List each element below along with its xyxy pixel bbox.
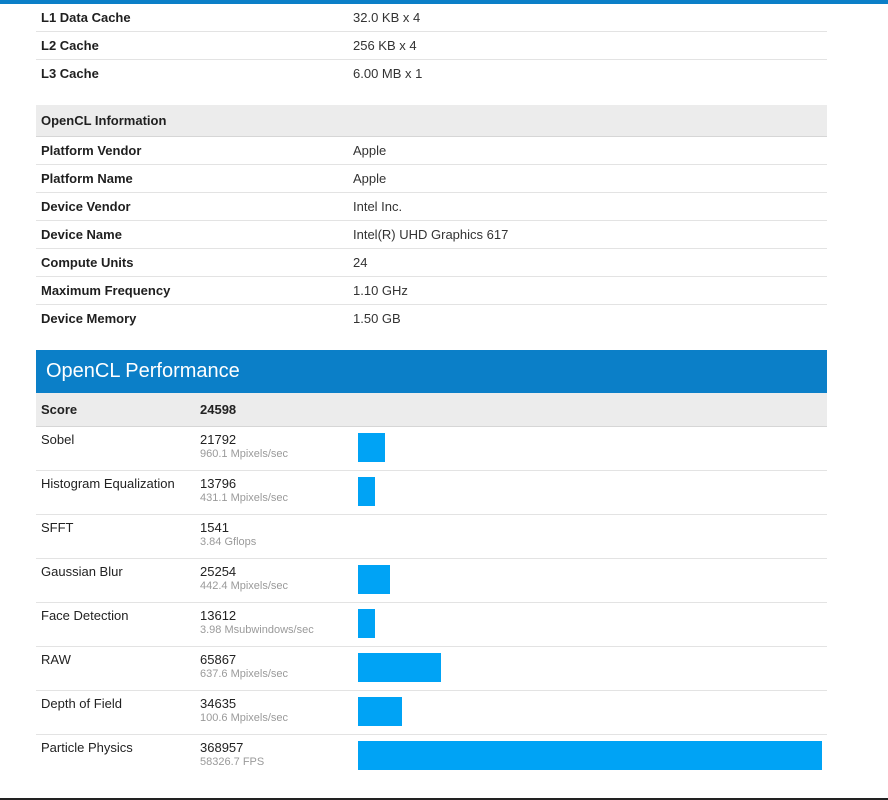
table-row: [36, 60, 827, 87]
benchmark-row: [36, 691, 827, 735]
benchmark-bar: [358, 609, 375, 638]
table-row: [36, 4, 827, 32]
benchmark-bar: [358, 653, 441, 682]
row-value: 6.00 MB x 1: [353, 66, 423, 81]
cache-table: [36, 4, 827, 87]
row-label: L3 Cache: [41, 66, 99, 81]
benchmark-throughput: 442.4 Mpixels/sec: [200, 580, 289, 592]
row-value: 1.50 GB: [353, 311, 401, 326]
score-value: 24598: [200, 402, 237, 417]
benchmark-throughput: 100.6 Mpixels/sec: [200, 712, 289, 724]
table-row: [36, 193, 827, 221]
benchmark-name: Gaussian Blur: [41, 564, 123, 579]
score-label: Score: [41, 402, 78, 417]
benchmark-row: [36, 471, 827, 515]
benchmark-name: Sobel: [41, 432, 75, 447]
benchmark-throughput: 3.84 Gflops: [200, 536, 257, 548]
row-value: Intel(R) UHD Graphics 617: [353, 227, 509, 242]
benchmark-list: [36, 427, 827, 775]
benchmark-throughput: 960.1 Mpixels/sec: [200, 448, 289, 460]
section-title: OpenCL Information: [36, 105, 827, 137]
row-label: Platform Name: [41, 171, 133, 186]
row-value: 32.0 KB x 4: [353, 10, 421, 25]
benchmark-throughput: 431.1 Mpixels/sec: [200, 492, 289, 504]
benchmark-throughput: 58326.7 FPS: [200, 756, 265, 768]
benchmark-score: 25254: [200, 564, 237, 579]
benchmark-row: [36, 427, 827, 471]
row-label: L2 Cache: [41, 38, 99, 53]
benchmark-throughput: 637.6 Mpixels/sec: [200, 668, 289, 680]
row-value: 256 KB x 4: [353, 38, 417, 53]
table-row: [36, 165, 827, 193]
benchmark-name: Histogram Equalization: [41, 476, 175, 491]
benchmark-bar: [358, 565, 390, 594]
benchmark-score: 21792: [200, 432, 237, 447]
benchmark-name: SFFT: [41, 520, 74, 535]
row-label: Device Name: [41, 227, 122, 242]
benchmark-row: [36, 559, 827, 603]
benchmark-row: [36, 603, 827, 647]
score-row: [36, 393, 827, 427]
row-value: 24: [353, 255, 368, 270]
benchmark-row: [36, 647, 827, 691]
row-label: Device Memory: [41, 311, 137, 326]
benchmark-details: [36, 4, 827, 775]
row-value: Apple: [353, 143, 387, 158]
benchmark-row: [36, 515, 827, 559]
table-row: [36, 137, 827, 165]
benchmark-score: 65867: [200, 652, 237, 667]
benchmark-score: 13796: [200, 476, 237, 491]
benchmark-score: 368957: [200, 740, 244, 755]
benchmark-bar: [358, 741, 822, 770]
table-row: [36, 249, 827, 277]
benchmark-name: Particle Physics: [41, 740, 133, 755]
table-row: [36, 221, 827, 249]
row-label: Compute Units: [41, 255, 134, 270]
performance-title: OpenCL Performance: [36, 350, 827, 393]
row-label: Device Vendor: [41, 199, 131, 214]
row-value: 1.10 GHz: [353, 283, 408, 298]
row-value: Apple: [353, 171, 387, 186]
row-label: Maximum Frequency: [41, 283, 171, 298]
opencl-performance-table: [36, 350, 827, 775]
benchmark-bar: [358, 477, 375, 506]
row-value: Intel Inc.: [353, 199, 403, 214]
benchmark-name: RAW: [41, 652, 71, 667]
benchmark-name: Face Detection: [41, 608, 129, 623]
row-label: L1 Data Cache: [41, 10, 131, 25]
benchmark-row: [36, 735, 827, 775]
table-row: [36, 32, 827, 60]
benchmark-name: Depth of Field: [41, 696, 122, 711]
benchmark-throughput: 3.98 Msubwindows/sec: [200, 624, 314, 636]
benchmark-bar: [358, 697, 402, 726]
benchmark-score: 13612: [200, 608, 237, 623]
benchmark-score: 1541: [200, 520, 229, 535]
table-row: [36, 305, 827, 332]
opencl-info-table: [36, 105, 827, 332]
benchmark-bar: [358, 433, 385, 462]
row-label: Platform Vendor: [41, 143, 142, 158]
table-row: [36, 277, 827, 305]
benchmark-score: 34635: [200, 696, 237, 711]
